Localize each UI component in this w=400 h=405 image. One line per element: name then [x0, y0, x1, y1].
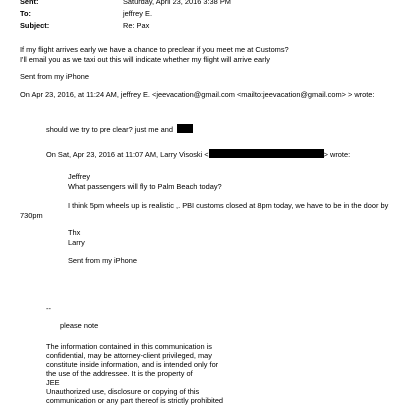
quote2-body-a: I think 5pm wheels up is realistic ,. PBI customs closed at 8pm today, we have to be in the door by — [68, 201, 389, 210]
quote2-question: What passengers will fly to Palm Beach today? — [68, 182, 222, 191]
quote2-body-b: 730pm — [20, 211, 43, 220]
disclaimer-line-4: the use of the addressee. It is the property of — [46, 369, 193, 378]
to-row — [20, 9, 390, 19]
quote2-greeting: Jeffrey — [68, 172, 91, 181]
quote2-header-row — [46, 149, 350, 159]
please-note: please note — [60, 321, 99, 330]
disclaimer-line-5: JEE — [46, 378, 60, 387]
disclaimer-line-7: communication or any part thereof is strictly prohibited — [46, 396, 224, 405]
to-value: jeffrey E. — [123, 9, 153, 18]
disclaimer-line-3: constitute inside information, and is intended only for — [46, 360, 219, 369]
quote1-text-row — [46, 124, 193, 134]
sent-value: Saturday, April 23, 2016 3:38 PM — [123, 0, 231, 6]
disclaimer-line-1: The information contained in this communication is — [46, 342, 212, 351]
disclaimer-line-2: confidential, may be attorney-client privileged, may — [46, 351, 212, 360]
subject-label: Subject: — [20, 21, 50, 30]
quote2-thanks: Thx — [68, 228, 81, 237]
redaction-block — [177, 124, 193, 133]
signature: Sent from my iPhone — [20, 72, 90, 81]
quote2-name: Larry — [68, 238, 85, 247]
subject-row — [20, 21, 390, 31]
to-label: To: — [20, 9, 31, 18]
separator: -- — [46, 304, 51, 313]
disclaimer-line-6: Unauthorized use, disclosure or copying of this — [46, 387, 200, 396]
sent-label: Sent: — [20, 0, 39, 6]
quote1-text: should we try to pre clear? just me and — [46, 125, 173, 134]
body-line-1: If my flight arrives early we have a chance to preclear if you meet me at Customs? — [20, 45, 289, 54]
sent-row — [20, 0, 390, 7]
quote2-header-suffix: > wrote: — [323, 150, 351, 159]
quote2-signature: Sent from my iPhone — [68, 256, 138, 265]
quote2-header-prefix: On Sat, Apr 23, 2016 at 11:07 AM, Larry Visoski < — [46, 150, 209, 159]
body-line-2: I'll email you as we taxi out this will indicate whether my flight will arrive early — [20, 55, 270, 64]
quote1-header: On Apr 23, 2016, at 11:24 AM, jeffrey E. <jeevacation@gmail.com <mailto:jeevacation@gmail.com> > wrote: — [20, 90, 375, 99]
redaction-block — [209, 149, 324, 158]
subject-value: Re: Pax — [123, 21, 150, 30]
